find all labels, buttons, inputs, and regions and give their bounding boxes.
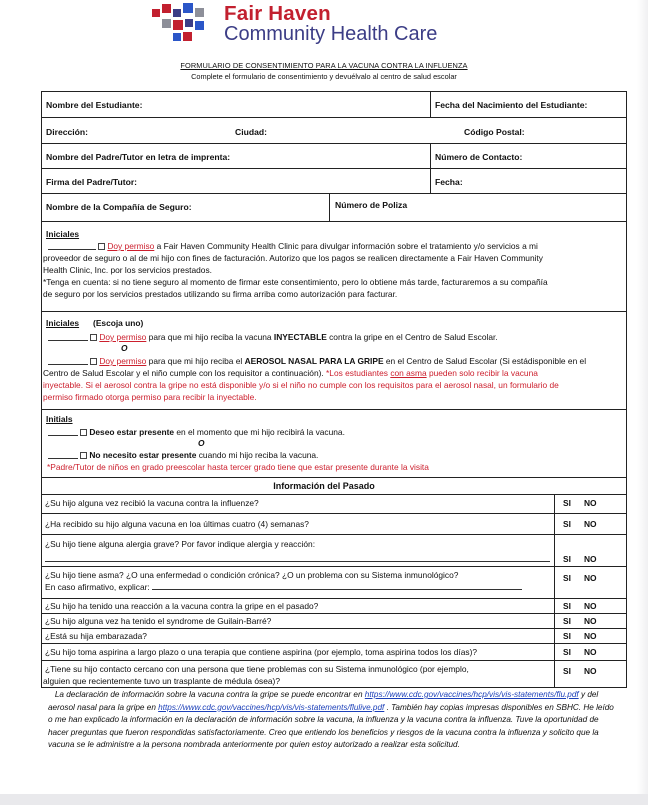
or-separator: O xyxy=(121,343,128,353)
declaration-text: . También hay copias impresas disponibles en SBHC. He leído o me han explicado la información en la declaración de información sobre la vacuna, la influenza y la vacuna contra la influenza. Tuve la oportunidad de hacer preguntas que fueron respondidas satisfactoriamente. Creo que entiendo los beneficios y riesgos de la vacuna contra la influenza y solicito que la vacuna se le administre a la persona nombrada anteriormente por quien estoy autorizado a realizar esta solicitud. xyxy=(48,702,614,750)
nasal-checkbox[interactable] xyxy=(90,358,97,365)
birth-date-label: Fecha del Nacimiento del Estudiante: xyxy=(435,100,588,110)
consent-keyword: Doy permiso xyxy=(99,356,147,366)
divider xyxy=(430,91,431,117)
history-question: ¿Su hijo toma aspirina a largo plazo o una terapia que contiene aspirina (por ejemplo, toma aspirina todos los días)? xyxy=(45,647,478,657)
initials-blank[interactable] xyxy=(48,242,96,250)
history-question-continued: alguien que recientemente tuvo un trasplante de médula ósea)? xyxy=(43,676,280,686)
divider xyxy=(41,598,627,599)
nasal-requirements-line xyxy=(43,368,538,378)
no-option[interactable]: NO xyxy=(584,601,597,611)
injectable-text: contra la gripe en el Centro de Salud Escolar. xyxy=(326,332,498,342)
yes-option[interactable]: SI xyxy=(563,666,571,676)
initials-blank[interactable] xyxy=(48,451,78,459)
explain-answer-line[interactable] xyxy=(152,582,522,590)
injectable-fallback-note: permiso firmado otorga permiso para recibir la inyectable. xyxy=(43,392,257,402)
nasal-text: Centro de Salud Escolar y el niño cumple con los requisitor a continuación). xyxy=(43,368,327,378)
explain-label: En caso afirmativo, explicar: xyxy=(45,582,150,592)
presence-no-checkbox[interactable] xyxy=(80,452,87,459)
guardian-signature-label: Firma del Padre/Tutor: xyxy=(46,177,138,187)
yes-option[interactable]: SI xyxy=(563,647,571,657)
injectable-option xyxy=(48,332,498,342)
yes-option[interactable]: SI xyxy=(563,631,571,641)
consent-keyword: Doy permiso xyxy=(99,332,147,342)
billing-note: *Tenga en cuenta: si no tiene seguro al momento de firmar este consentimiento, pero lo obtiene más tarde, facturaremos a su compañía xyxy=(43,277,548,287)
nasal-emphasis: AEROSOL NASAL PARA LA GRIPE xyxy=(244,356,384,366)
divider xyxy=(41,409,627,410)
presence-option-yes xyxy=(48,427,345,437)
initials-blank[interactable] xyxy=(48,357,88,365)
history-followup xyxy=(45,582,522,592)
logo-subtitle: Community Health Care xyxy=(224,23,438,45)
divider xyxy=(554,494,555,688)
no-option[interactable]: NO xyxy=(584,647,597,657)
city-label: Ciudad: xyxy=(235,127,267,137)
billing-consent-text: Health Clinic, Inc. por los servicios prestados. xyxy=(43,265,212,275)
yes-option[interactable]: SI xyxy=(563,519,571,529)
student-name-label: Nombre del Estudiante: xyxy=(46,100,143,110)
zip-label: Código Postal: xyxy=(464,127,525,137)
history-question: ¿Está su hija embarazada? xyxy=(45,631,147,641)
initials-blank[interactable] xyxy=(48,333,88,341)
no-option[interactable]: NO xyxy=(584,554,597,564)
yes-option[interactable]: SI xyxy=(563,498,571,508)
divider xyxy=(41,477,627,478)
divider xyxy=(41,494,627,495)
flulive-vis-link[interactable]: https://www.cdc.gov/vaccines/hcp/vis/vis-statements/flulive.pdf xyxy=(158,702,385,712)
yes-option[interactable]: SI xyxy=(563,573,571,583)
no-option[interactable]: NO xyxy=(584,519,597,529)
history-question: ¿Su hijo alguna vez ha tenido el syndrome de Guilain-Barré? xyxy=(45,616,272,626)
no-option[interactable]: NO xyxy=(584,631,597,641)
billing-consent-text: proveedor de seguro o al de mi hijo con fines de facturación. Autorizo que los pagos se realicen directamente a Fair Haven Community xyxy=(43,253,543,263)
contact-number-label: Número de Contacto: xyxy=(435,152,523,162)
no-option[interactable]: NO xyxy=(584,616,597,626)
divider xyxy=(41,566,627,567)
history-question: ¿Su hijo tiene asma? ¿O una enfermedad o condición crónica? ¿O un problema con su Sistema inmunológico? xyxy=(45,570,459,580)
section1-heading: Iniciales xyxy=(46,229,80,239)
section3-heading: Initials xyxy=(46,414,73,424)
form-subtitle: Complete el formulario de consentimiento y devuélvalo al centro de salud escolar xyxy=(191,72,457,81)
injectable-emphasis: INYECTABLE xyxy=(273,332,327,342)
divider xyxy=(329,193,330,221)
date-label: Fecha: xyxy=(435,177,463,187)
divider xyxy=(430,143,431,193)
logo xyxy=(152,0,492,52)
presence-option-no xyxy=(48,450,318,460)
nasal-text: en el Centro de Salud Escolar (Si estádisponible en el xyxy=(383,356,587,366)
section2-heading-text: Iniciales xyxy=(46,318,80,328)
divider xyxy=(41,168,627,169)
history-question: ¿Su hijo alguna vez recibió la vacuna contra la influenze? xyxy=(45,498,259,508)
presence-no-emphasis: No necesito estar presente xyxy=(89,450,197,460)
asthma-warning: *Los estudiantes xyxy=(326,368,391,378)
preschool-presence-note: *Padre/Tutor de niños en grado preescolar hasta tercer grado tiene que estar presente durante la visita xyxy=(47,462,429,472)
consent-keyword: Doy permiso xyxy=(107,241,155,251)
no-option[interactable]: NO xyxy=(584,666,597,676)
injectable-checkbox[interactable] xyxy=(90,334,97,341)
asthma-keyword: con asma xyxy=(390,368,427,378)
nasal-option xyxy=(48,356,586,366)
flu-vis-link[interactable]: https://www.cdc.gov/vaccines/hcp/vis/vis-statements/flu.pdf xyxy=(364,690,579,699)
declaration-paragraph xyxy=(48,689,614,752)
declaration-text: La declaración de información sobre la vacuna contra la gripe se puede encontrar en xyxy=(54,690,365,699)
presence-yes-emphasis: Deseo estar presente xyxy=(89,427,175,437)
asthma-warning: pueden solo recibir la vacuna xyxy=(426,368,538,378)
initials-blank[interactable] xyxy=(48,428,78,436)
yes-option[interactable]: SI xyxy=(563,554,571,564)
section2-heading xyxy=(46,318,143,328)
injectable-text: para que mi hijo reciba la vacuna xyxy=(146,332,274,342)
policy-number-label: Número de Poliza xyxy=(335,200,408,210)
history-question: ¿Su hijo ha tenido una reacción a la vacuna contra la gripe en el pasado? xyxy=(45,601,319,611)
divider xyxy=(41,311,627,312)
billing-consent-checkbox[interactable] xyxy=(98,243,105,250)
history-heading: Información del Pasado xyxy=(273,481,375,491)
divider xyxy=(41,143,627,144)
divider xyxy=(41,643,627,644)
nasal-text: para que mi hijo reciba el xyxy=(146,356,245,366)
no-option[interactable]: NO xyxy=(584,498,597,508)
divider xyxy=(41,534,627,535)
form-title: FORMULARIO DE CONSENTIMIENTO PARA LA VACUNA CONTRA LA INFLUENZA xyxy=(180,61,468,70)
history-question: ¿Tiene su hijo contacto cercano con una persona que tiene problemas con su Sistema inmunológico (por ejemplo, xyxy=(45,664,469,674)
divider xyxy=(41,628,627,629)
logo-title: Fair Haven xyxy=(224,2,331,25)
guardian-name-label: Nombre del Padre/Tutor en letra de imprenta: xyxy=(46,152,231,162)
history-question: ¿Su hijo tiene alguna alergia grave? Por favor indique alergia y reacción: xyxy=(45,539,316,549)
divider xyxy=(41,513,627,514)
history-question: ¿Ha recibido su hijo alguna vacuna en loa últimas cuatro (4) semanas? xyxy=(45,519,309,529)
divider xyxy=(41,221,627,222)
injectable-fallback-note: inyectable. Si el aerosol contra la gripe no está disponible y/o si el niño no cumple con los requisitos para el aerosol nasal, un formulario de xyxy=(43,380,559,390)
address-label: Dirección: xyxy=(46,127,89,137)
or-separator: O xyxy=(198,438,205,448)
divider xyxy=(41,613,627,614)
billing-consent-line xyxy=(48,241,538,251)
allergy-answer-line[interactable] xyxy=(45,561,550,562)
presence-yes-checkbox[interactable] xyxy=(80,429,87,436)
presence-no-text: cuando mi hijo reciba la vacuna. xyxy=(196,450,319,460)
logo-mark-icon xyxy=(152,3,216,43)
billing-note: de seguro por los servicios prestados utilizando su firma arriba como autorización para facturar. xyxy=(43,289,398,299)
yes-option[interactable]: SI xyxy=(563,616,571,626)
billing-consent-text: a Fair Haven Community Health Clinic para divulgar información sobre el tratamiento y/o servicios a mi xyxy=(154,241,538,251)
choose-one-text: (Escoja uno) xyxy=(93,318,144,328)
presence-yes-text: en el momento que mi hijo recibirá la vacuna. xyxy=(174,427,345,437)
divider xyxy=(41,193,627,194)
insurance-company-label: Nombre de la Compañía de Seguro: xyxy=(46,202,192,212)
divider xyxy=(41,660,627,661)
declaration-text: y del aerosol nasal para la gripe en xyxy=(48,690,599,712)
divider xyxy=(41,117,627,118)
yes-option[interactable]: SI xyxy=(563,601,571,611)
no-option[interactable]: NO xyxy=(584,573,597,583)
